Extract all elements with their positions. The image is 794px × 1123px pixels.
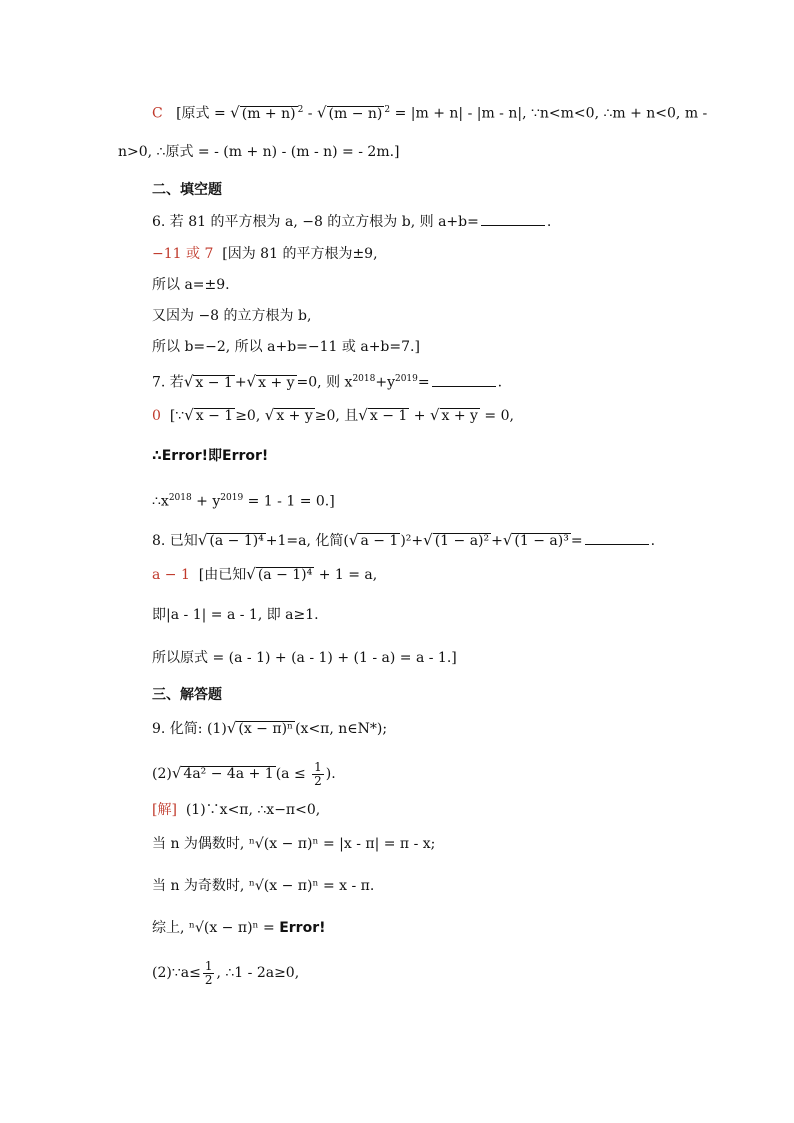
radicand: (m + n)	[241, 105, 296, 122]
text: (x<π, n∈N*);	[295, 721, 388, 737]
radicand: (1 − a)³	[514, 533, 569, 549]
radicand: 4a² − 4a + 1	[183, 766, 274, 782]
radical-icon: √	[348, 531, 359, 549]
radical-icon: √	[246, 372, 257, 391]
solution-line-3: 当 n 为奇数时, ⁿ√(x − π)ⁿ = x - π.	[152, 878, 375, 894]
numerator: 1	[314, 759, 322, 774]
denominator: 2	[314, 773, 322, 788]
radicand: x − 1	[369, 408, 408, 424]
text: 7. 若	[152, 374, 184, 391]
text: = |m + n| - |m - n|, ∵n<m<0, ∴m + n<0, m -	[390, 105, 708, 122]
question-9-part-2	[152, 758, 336, 789]
text: [因为 81 的平方根为±9,	[222, 246, 378, 262]
radicand: x + y	[276, 408, 313, 424]
radical-icon: √	[316, 103, 327, 122]
radical-icon: √	[184, 406, 194, 424]
answer-label: C	[152, 105, 163, 122]
answer-label: a − 1	[152, 567, 190, 583]
text: -	[303, 105, 317, 122]
text: 9. 化简: (1)	[152, 721, 227, 737]
text: +y	[375, 374, 395, 391]
section-heading-fill-blank: 二、填空题	[152, 182, 222, 198]
answer-label: −11 或 7	[152, 246, 214, 262]
text: [由已知	[198, 567, 247, 583]
text: = 1 - 1 = 0.]	[243, 493, 335, 510]
text: (a ≤	[275, 766, 311, 782]
exponent: 2018	[168, 493, 192, 503]
radical-icon: √	[429, 406, 440, 424]
text: = 0,	[479, 408, 514, 424]
text: (2)	[152, 766, 172, 782]
answer-5-line-2: n>0, ∴原式 = - (m + n) - (m - n) = - 2m.]	[118, 144, 400, 160]
text: +1=a, 化简(	[265, 533, 349, 549]
exponent: 2019	[394, 374, 418, 384]
text: , ∴1 - 2a≥0,	[216, 965, 300, 981]
answer-6-line-2: 所以 a=±9.	[152, 277, 230, 293]
radicand: (x − π)ⁿ	[238, 721, 294, 737]
radicand: x − 1	[195, 408, 234, 424]
radicand: x + y	[258, 374, 295, 391]
error-text: Error!	[279, 920, 326, 936]
radicand: (1 − a)²	[434, 533, 490, 549]
answer-6	[152, 244, 378, 264]
solution-line-2: 当 n 为偶数时, ⁿ√(x − π)ⁿ = |x - π| = π - x;	[152, 836, 436, 852]
text: .	[650, 533, 656, 549]
exponent: 2018	[352, 374, 376, 384]
text: [原式 =	[176, 105, 231, 122]
exponent: 2	[384, 105, 391, 115]
fraction	[312, 761, 324, 788]
answer-blank	[585, 532, 649, 545]
question-8	[152, 530, 655, 551]
radical-icon: √	[171, 764, 182, 782]
answer-6-line-4: 所以 b=−2, 所以 a+b=−11 或 a+b=7.]	[152, 339, 420, 355]
solution-line-5	[152, 958, 299, 988]
question-7	[152, 369, 502, 393]
radicand: (m − n)	[328, 105, 383, 122]
radicand: x − 1	[195, 374, 233, 391]
exponent: 2	[297, 105, 304, 115]
radicand: (a − 1)⁴	[209, 533, 264, 549]
text: +	[409, 408, 430, 424]
answer-7-line-3	[152, 488, 335, 512]
radical-icon: √	[502, 531, 513, 549]
fraction	[203, 960, 215, 987]
text: =	[570, 533, 583, 549]
section-heading-solve: 三、解答题	[152, 687, 222, 703]
text: 6. 若 81 的平方根为 a, −8 的立方根为 b, 则 a+b=	[152, 214, 479, 230]
radicand: x + y	[441, 408, 478, 424]
text: (1)∵x<π, ∴x−π<0,	[185, 802, 321, 818]
text: 8. 已知	[152, 533, 198, 549]
question-6	[152, 212, 551, 232]
radicand: a − 1	[360, 533, 399, 549]
solution-tag: [解]	[152, 802, 177, 818]
answer-8	[152, 564, 377, 585]
answer-6-line-3: 又因为 −8 的立方根为 b,	[152, 308, 312, 324]
solution-line-1	[152, 800, 320, 820]
radical-icon: √	[226, 719, 237, 737]
answer-8-line-2: 即|a - 1| = a - 1, 即 a≥1.	[152, 607, 319, 623]
radical-icon: √	[358, 406, 368, 424]
text: .	[546, 214, 552, 230]
text: ≥0,	[235, 408, 265, 424]
solution-line-4	[152, 918, 326, 938]
exponent: 2019	[220, 493, 244, 503]
radical-icon: √	[230, 103, 240, 122]
text: .	[497, 374, 503, 391]
denominator: 2	[204, 972, 213, 987]
radical-icon: √	[197, 531, 208, 549]
text: ≥0, 且	[314, 408, 359, 424]
radical-icon: √	[246, 565, 256, 583]
answer-5-line-1	[152, 100, 707, 124]
text: +	[234, 374, 247, 391]
text: [∵	[169, 408, 185, 424]
radical-icon: √	[264, 406, 275, 424]
text: +	[491, 533, 503, 549]
answer-8-line-3: 所以原式 = (a - 1) + (a - 1) + (1 - a) = a - 1.]	[152, 650, 457, 666]
text: ).	[325, 766, 336, 782]
question-9	[152, 718, 387, 739]
text: (2)∵a≤	[152, 965, 201, 981]
text: + y	[191, 493, 221, 510]
answer-blank	[432, 374, 496, 387]
answer-7	[152, 405, 514, 426]
radical-icon: √	[183, 372, 194, 391]
radical-icon: √	[423, 531, 433, 549]
text: ∴x	[152, 493, 169, 510]
text: =0, 则 x	[296, 374, 353, 391]
text: )²+	[400, 533, 424, 549]
text: 综上, ⁿ√(x − π)ⁿ =	[152, 920, 280, 936]
text: + 1 = a,	[314, 567, 378, 583]
answer-blank	[481, 213, 545, 226]
text: =	[417, 374, 430, 391]
answer-label: 0	[152, 408, 161, 424]
radicand: (a − 1)⁴	[257, 567, 313, 583]
numerator: 1	[204, 958, 213, 973]
answer-7-line-2: ∴Error!即Error!	[152, 448, 269, 464]
